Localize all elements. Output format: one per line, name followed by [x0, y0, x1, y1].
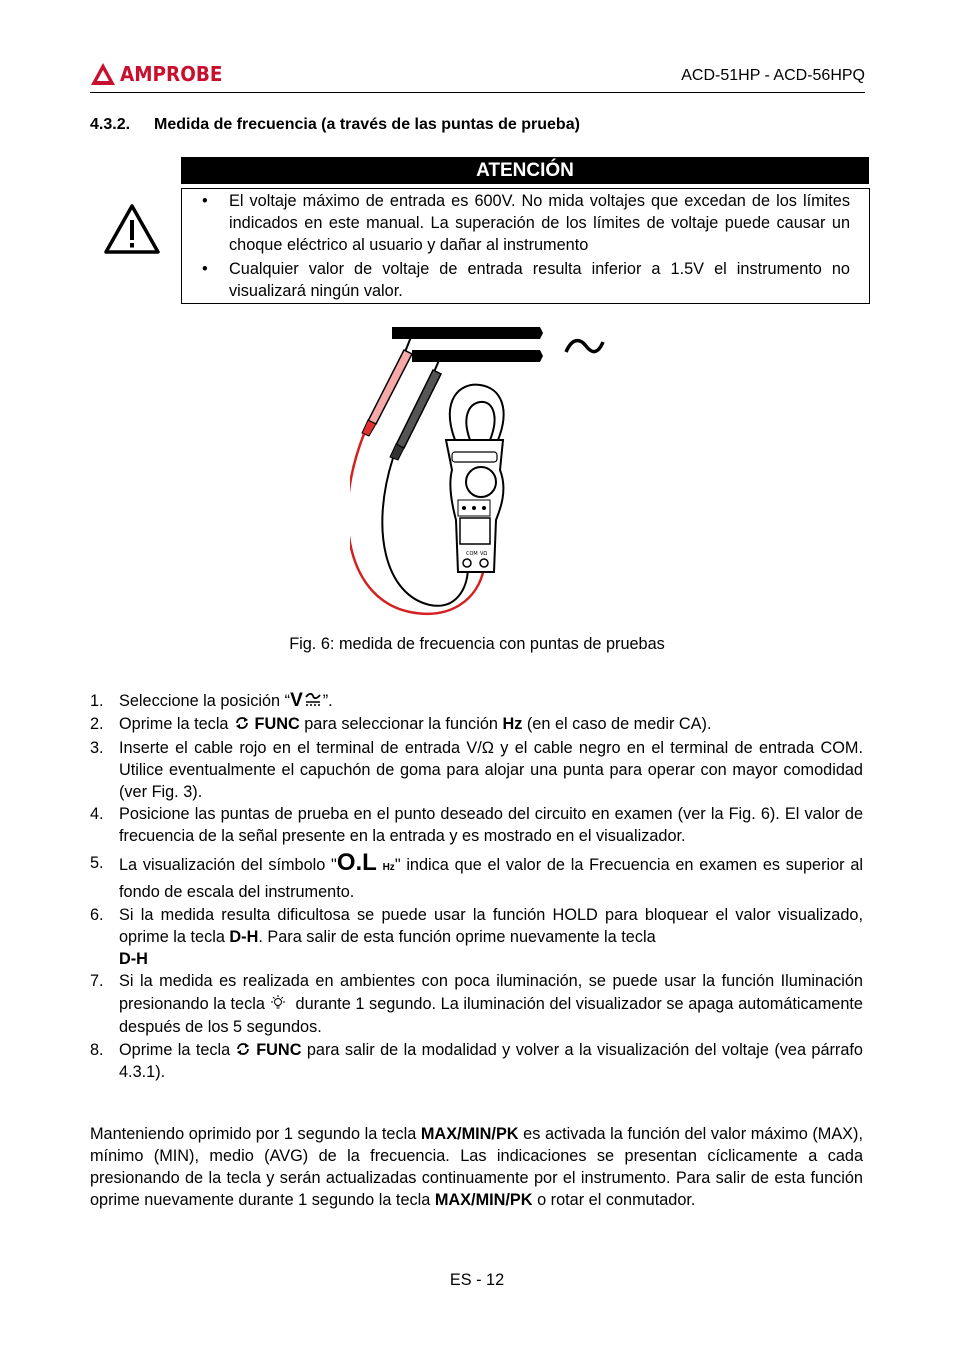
signal-bar-top	[392, 327, 543, 339]
page-number: ES - 12	[449, 1271, 505, 1289]
com-terminal-label: COM	[466, 551, 478, 557]
button	[482, 506, 486, 510]
v-jack	[480, 559, 488, 567]
section-number: 4.3.2.	[90, 116, 131, 133]
warning-item: • El voltaje máximo de entrada es 600V. No mida voltajes que excedan de los límites indicados en este manual. La superación de los límites de voltaje puede causar un choque eléctrico al usuario y dañar al instrumento	[202, 192, 850, 254]
paragraph-text: es activada la función del valor máximo (MAX), mínimo (MIN), medio (AVG) de la frecuencia. Las indicaciones se presentan cíclicamente a cada presionando de la tecla y serán actualizadas continuamente por el instrumento. Para salir de esta función oprime nuevamente durante 1 segundo la tecla	[90, 1125, 863, 1209]
clamp-jaw	[450, 385, 504, 440]
amprobe-logo	[90, 59, 231, 89]
red-probe-tip	[405, 337, 411, 352]
bullet: •	[202, 260, 208, 278]
step-text: Inserte el cable rojo en el terminal de entrada V/Ω y el cable negro en el terminal de entrada COM. Utilice eventualmente el capuchón de goma para alojar una punta para operar con mayor comodidad (ver Fig. 3).	[119, 739, 863, 801]
warning-item: • Cualquier valor de voltaje de entrada resulta inferior a 1.5V el instrumento no visualizará ningún valor.	[202, 260, 850, 300]
steps-list	[90, 690, 863, 1083]
step-text: ”.	[322, 692, 333, 710]
button	[472, 506, 476, 510]
backlight-bulb-icon	[269, 994, 287, 1012]
step-text: " indica que el valor de la Frecuencia en examen es superior al fondo de escala del instrumento.	[119, 856, 863, 901]
hz-unit: Hz	[382, 862, 395, 873]
step-text: para seleccionar la función	[299, 715, 503, 733]
clamp-meter-figure	[350, 322, 610, 622]
func-key: FUNC	[256, 1041, 302, 1059]
warning-list	[182, 190, 850, 304]
step-text: (en el caso de medir CA).	[522, 715, 712, 733]
maxmin-key: MAX/MIN/PK	[420, 1125, 519, 1143]
step-number: 6.	[90, 906, 104, 924]
step-text: La visualización del símbolo "	[119, 856, 337, 874]
hz-label: Hz	[502, 715, 523, 733]
warning-box	[181, 188, 870, 304]
step-number: 5.	[90, 854, 104, 872]
meter-display	[460, 518, 490, 544]
section-title: Medida de frecuencia (a través de las puntas de prueba)	[154, 116, 580, 133]
step-text: Oprime la tecla	[119, 715, 229, 733]
cycle-arrows-icon	[233, 714, 251, 732]
section-heading	[90, 116, 580, 134]
list-item	[90, 690, 863, 712]
logo-triangle-icon	[90, 62, 116, 86]
black-probe-handle	[396, 370, 441, 448]
step-text: durante 1 segundo. La iluminación del visualizador se apaga automáticamente después de los 5 segundos.	[119, 995, 863, 1036]
ac-wave-icon	[566, 341, 603, 352]
step-number: 8.	[90, 1041, 104, 1059]
com-jack	[463, 559, 471, 567]
meter-band	[452, 452, 497, 462]
list-item	[90, 1039, 863, 1083]
ac-dc-symbol-icon	[304, 692, 322, 706]
black-probe-boot	[390, 444, 404, 460]
button	[462, 506, 466, 510]
step-text: para salir de la modalidad y volver a la visualización del voltaje (vea párrafo 4.3.1).	[119, 1041, 863, 1081]
step-number: 3.	[90, 739, 104, 757]
list-item	[90, 803, 863, 847]
step-text: Si la medida es realizada en ambientes con poca iluminación, se puede usar la función Iluminación presionando la tecla	[119, 972, 863, 1013]
page-header	[90, 56, 865, 93]
list-item	[90, 970, 863, 1039]
overload-symbol: O.L	[336, 849, 377, 876]
step-text: Posicione las puntas de prueba en el punto deseado del circuito en examen (ver la Fig. 6). El valor de frecuencia de la señal presente en la entrada y es mostrado en el visualizador.	[119, 805, 863, 845]
bullet: •	[202, 192, 208, 210]
step-number: 2.	[90, 715, 104, 733]
paragraph-text: o rotar el conmutador.	[532, 1191, 696, 1209]
warning-title: ATENCIÓN	[181, 157, 869, 184]
warning-triangle-icon	[103, 203, 161, 255]
red-probe-handle	[368, 350, 412, 424]
red-probe-boot	[362, 420, 376, 436]
dh-key: D-H	[119, 950, 148, 968]
step-number: 4.	[90, 805, 104, 823]
document-id: ACD-51HP - ACD-56HPQ	[681, 67, 865, 84]
maxmin-key: MAX/MIN/PK	[434, 1191, 533, 1209]
step-number: 1.	[90, 692, 104, 710]
cycle-arrows-icon	[234, 1040, 252, 1058]
list-item	[90, 851, 863, 904]
step-number: 7.	[90, 972, 104, 990]
step-text: Oprime la tecla	[119, 1041, 231, 1059]
paragraph-text: Manteniendo oprimido por 1 segundo la tecla	[90, 1125, 421, 1143]
figure-caption: Fig. 6: medida de frecuencia con puntas de pruebas	[289, 635, 665, 653]
list-item	[90, 713, 863, 735]
dh-key: D-H	[229, 928, 259, 946]
rotary-switch	[466, 467, 496, 497]
volt-symbol: V	[290, 690, 303, 711]
list-item	[90, 904, 863, 970]
signal-bar-bottom	[412, 350, 543, 362]
step-text: . Para salir de esta función oprime nuevamente la tecla	[258, 928, 656, 946]
step-text: Si la medida resulta dificultosa se puede usar la función HOLD para bloquear el valor visualizado, oprime la tecla	[119, 906, 863, 946]
logo-text: AMPROBE	[120, 62, 223, 86]
step-text: Seleccione la posición “	[119, 692, 291, 710]
v-terminal-label: VΩ	[480, 551, 488, 557]
list-item	[90, 737, 863, 803]
func-key: FUNC	[254, 715, 300, 733]
body-paragraph	[90, 1123, 863, 1211]
